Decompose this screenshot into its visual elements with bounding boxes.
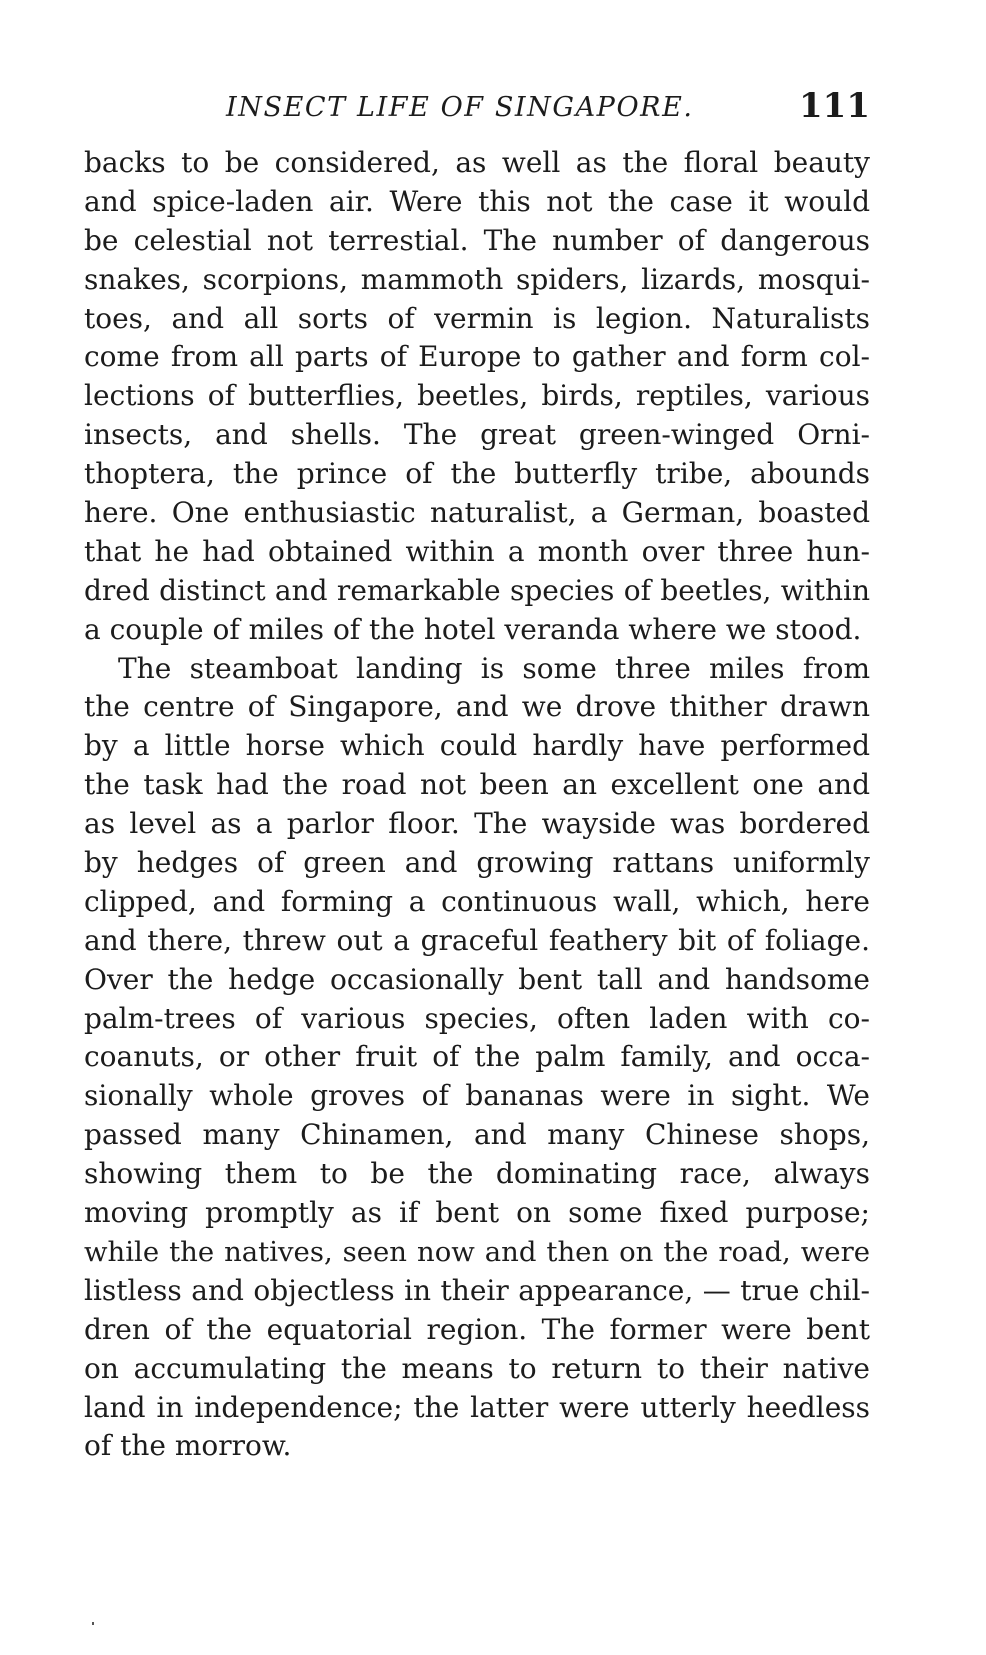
text-line: as level as a parlor floor. The wayside was bordered	[84, 807, 870, 841]
text-line: dred distinct and remarkable species of beetles, within	[84, 573, 870, 607]
text-line: moving promptly as if bent on some fixed purpose;	[84, 1196, 870, 1230]
text-line: by hedges of green and growing rattans uniformly	[84, 846, 870, 880]
text-line: the task had the road not been an excellent one and	[84, 768, 870, 802]
ink-speck	[92, 1622, 94, 1625]
text-line: the centre of Singapore, and we drove thither drawn	[84, 690, 870, 724]
text-line: a couple of miles of the hotel veranda where we stood.	[84, 612, 862, 646]
text-line: backs to be considered, as well as the floral beauty	[84, 146, 870, 179]
running-title: INSECT LIFE OF SINGAPORE.	[226, 92, 694, 123]
text-line: Over the hedge occasionally bent tall and handsome	[84, 962, 870, 996]
text-line: and there, threw out a graceful feathery bit of foliage.	[84, 923, 870, 957]
text-line: that he had obtained within a month over three hun-	[84, 534, 870, 568]
text-line: lections of butterflies, beetles, birds, reptiles, various	[84, 379, 870, 413]
text-line: snakes, scorpions, mammoth spiders, lizards, mosqui-	[84, 262, 870, 296]
text-line: clipped, and forming a continuous wall, which, here	[84, 884, 870, 918]
text-line: of the morrow.	[84, 1429, 292, 1463]
body-text	[84, 144, 870, 1466]
running-head	[84, 86, 870, 136]
text-line: insects, and shells. The great green-winged Orni-	[84, 418, 870, 452]
text-line: come from all parts of Europe to gather and form col-	[84, 340, 870, 374]
text-line: dren of the equatorial region. The former were bent	[84, 1312, 870, 1346]
text-line: coanuts, or other fruit of the palm family, and occa-	[84, 1040, 870, 1074]
text-line: while the natives, seen now and then on the road, were	[84, 1235, 870, 1268]
text-line: thoptera, the prince of the butterfly tribe, abounds	[84, 457, 870, 491]
page-number: 111	[799, 86, 870, 126]
text-line: sionally whole groves of bananas were in sight. We	[84, 1079, 870, 1113]
text-line: showing them to be the dominating race, always	[84, 1157, 870, 1191]
text-line: palm-trees of various species, often laden with co-	[84, 1001, 870, 1035]
text-line: and spice-laden air. Were this not the case it would	[84, 184, 870, 218]
text-line: on accumulating the means to return to their native	[84, 1351, 870, 1385]
text-line: listless and objectless in their appearance, — true chil-	[84, 1273, 870, 1307]
text-line: be celestial not terrestial. The number of dangerous	[84, 223, 870, 257]
text-line: land in independence; the latter were utterly heedless	[84, 1390, 870, 1424]
text-line: passed many Chinamen, and many Chinese shops,	[84, 1118, 870, 1152]
text-line: by a little horse which could hardly have performed	[84, 729, 870, 763]
paragraph-start-line: The steamboat landing is some three miles from	[118, 651, 870, 685]
text-line: toes, and all sorts of vermin is legion. Naturalists	[84, 301, 870, 335]
text-line: here. One enthusiastic naturalist, a German, boasted	[84, 496, 870, 530]
